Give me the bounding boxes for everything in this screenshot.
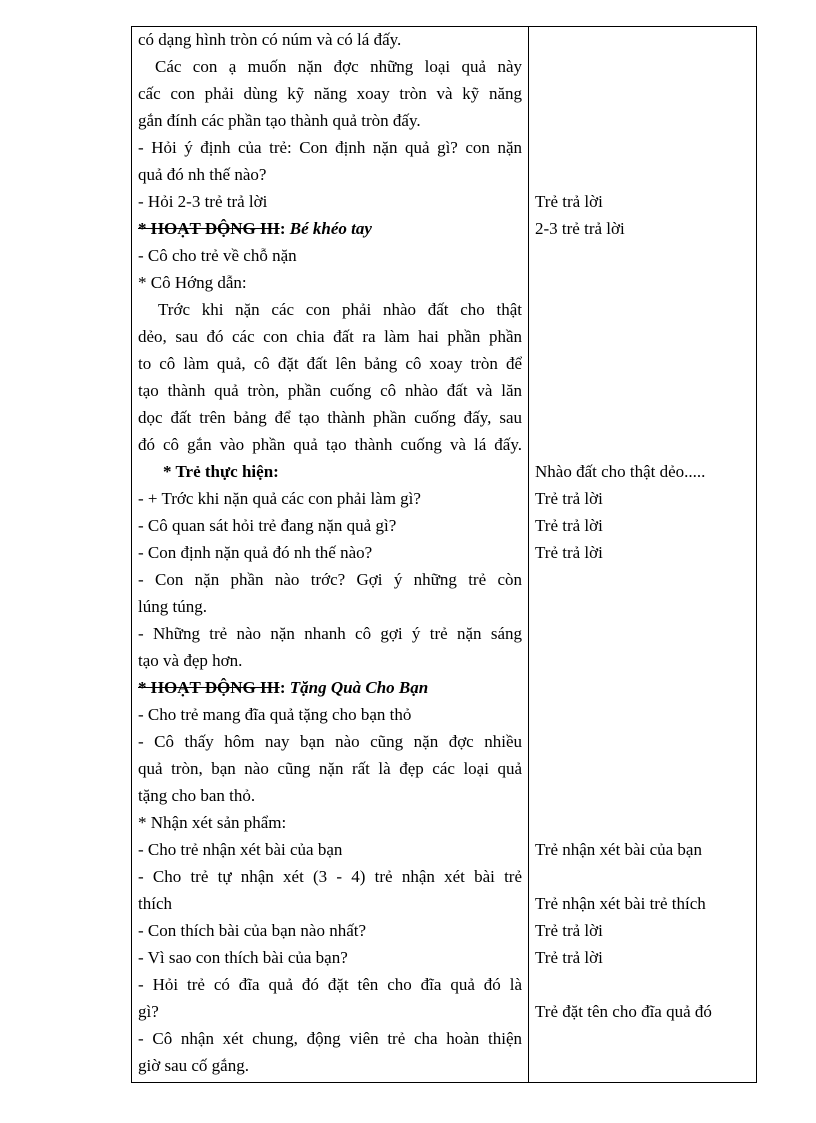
text-line: - Những trẻ nào nặn nhanh cô gợi ý trẻ nặn sáng [138,624,522,643]
text-line: - Cô cho trẻ về chỗ nặn [138,246,297,265]
text-line: to cô làm quả, cô đặt đất lên bảng cô xoay tròn để [138,354,522,373]
activity-heading [138,674,428,701]
text-line: tạo và đẹp hơn. [138,651,243,670]
text-line: lúng túng. [138,597,207,616]
text-line: gắn đính các phần tạo thành quả tròn đấy. [138,111,421,130]
activity-title: Tặng Quà Cho Bạn [289,678,429,697]
text-line: - Con thích bài của bạn nào nhất? [138,921,367,940]
subheading: * Trẻ thực hiện: [163,462,279,481]
response-line: Trẻ nhận xét bài của bạn [535,840,702,859]
text-line: dọc đất trên bảng để tạo thành phần cuống đấy, sau [138,408,522,427]
activity-heading [138,215,372,242]
column-divider [528,26,529,1083]
text-line: có dạng hình tròn có núm và có lá đấy. [138,30,402,49]
text-line: * Cô Hớng dẫn: [138,273,247,292]
activity-label: * HOẠT ĐỘNG III [138,678,280,697]
text-line: thích [138,894,172,913]
activity-colon: : [279,678,286,697]
text-line: - + Trớc khi nặn quả các con phải làm gì? [138,489,421,508]
text-line: - Cô nhận xét chung, động viên trẻ cha hoàn thiện [138,1029,522,1048]
text-line: tặng cho ban thỏ. [138,786,256,805]
response-line: 2-3 trẻ trả lời [535,219,625,238]
text-line: Trớc khi nặn các con phải nhào đất cho thật [158,300,522,319]
text-line: quả tròn, bạn nào cũng nặn rất là đẹp các loại quả [138,759,522,778]
text-line: - Con định nặn quả đó nh thế nào? [138,543,373,562]
text-line: - Cô thấy hôm nay bạn nào cũng nặn đợc nhiều [138,732,522,751]
response-line: Trẻ nhận xét bài trẻ thích [535,894,706,913]
response-line: Trẻ trả lời [535,192,603,211]
text-line: * Nhận xét sản phẩm: [138,813,287,832]
response-line: Trẻ trả lời [535,516,603,535]
activity-title: Bé khéo tay [289,219,372,238]
text-line: - Hỏi trẻ có đĩa quả đó đặt tên cho đĩa quả đó là [138,975,522,994]
text-line: dẻo, sau đó các con chia đất ra làm hai phần phần [138,327,522,346]
response-line: Trẻ trả lời [535,489,603,508]
text-line: - Cho trẻ tự nhận xét (3 - 4) trẻ nhận xét bài trẻ [138,867,522,886]
text-line: - Hỏi ý định của trẻ: Con định nặn quả gì? con nặn [138,138,522,157]
text-line: Các con ạ muốn nặn đợc những loại quả này [155,57,522,76]
text-line: quả đó nh thế nào? [138,165,267,184]
text-line: - Cho trẻ mang đĩa quả tặng cho bạn thỏ [138,705,412,724]
activity-label: * HOẠT ĐỘNG III [138,219,280,238]
text-line: gì? [138,1002,159,1021]
response-line: Trẻ trả lời [535,921,603,940]
response-line: Trẻ đặt tên cho đĩa quả đó [535,1002,712,1021]
text-line: - Con nặn phần nào trớc? Gợi ý những trẻ còn [138,570,522,589]
text-line: - Vì sao con thích bài của bạn? [138,948,348,967]
response-line: Nhào đất cho thật dẻo..... [535,462,706,481]
response-line: Trẻ trả lời [535,948,603,967]
text-line: cấc con phải dùng kỹ năng xoay tròn và kỹ năng [138,84,522,103]
activity-colon: : [279,219,286,238]
text-line: giờ sau cố gắng. [138,1056,249,1075]
text-line: - Cho trẻ nhận xét bài của bạn [138,840,343,859]
text-line: - Hỏi 2-3 trẻ trả lời [138,192,268,211]
text-line: đó cô gắn vào phần quả tạo thành cuống và lá đấy. [138,435,522,454]
text-line: - Cô quan sát hỏi trẻ đang nặn quả gì? [138,516,397,535]
response-line: Trẻ trả lời [535,543,603,562]
text-line: tạo thành quả tròn, phần cuống cô nhào đất và lăn [138,381,522,400]
